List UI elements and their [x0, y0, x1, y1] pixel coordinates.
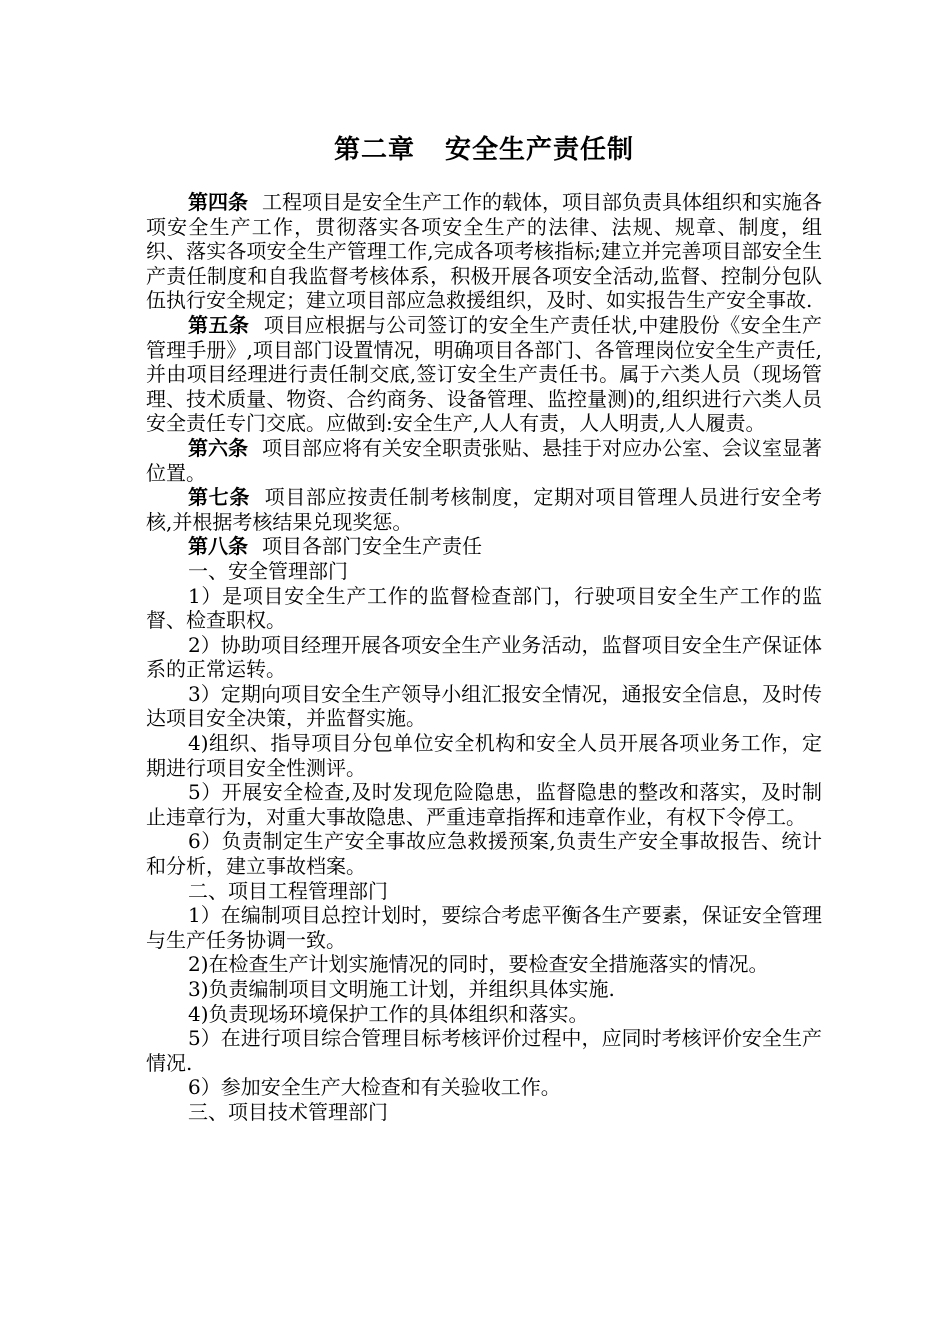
paragraph [146, 584, 822, 633]
paragraph-text: 项目部应将有关安全职责张贴、悬挂于对应办公室、会议室显著位置。 [146, 435, 822, 485]
article-label: 第四条 [188, 190, 248, 214]
paragraph [146, 1002, 822, 1027]
article-label: 第六条 [188, 435, 248, 460]
paragraph [146, 1075, 822, 1100]
paragraph [146, 559, 822, 584]
paragraph [146, 313, 822, 436]
paragraph [146, 436, 822, 485]
article-label: 第五条 [188, 312, 250, 337]
paragraph [146, 682, 822, 731]
article-label: 第八条 [188, 534, 248, 559]
paragraph-text: 二、项目工程管理部门 [188, 878, 388, 903]
paragraph-text: 5）在进行项目综合管理目标考核评价过程中，应同时考核评价安全生产情况. [146, 1026, 822, 1075]
paragraph [146, 780, 822, 829]
paragraph-text: 3)负责编制项目文明施工计划，并组织具体实施. [188, 977, 615, 1001]
paragraph-text: 2)在检查生产计划实施情况的同时，要检查安全措施落实的情况。 [188, 952, 769, 977]
paragraph-text: 3）定期向项目安全生产领导小组汇报安全情况，通报安全信息，及时传达项目安全决策，并监督实施。 [146, 681, 822, 731]
chapter-title [146, 128, 822, 172]
paragraph [146, 534, 822, 559]
paragraph-text: 项目部应按责任制考核制度，定期对项目管理人员进行安全考核,并根据考核结果兑现奖惩。 [146, 485, 822, 534]
paragraph-text: 项目各部门安全生产责任 [262, 534, 482, 559]
paragraph [146, 485, 822, 534]
chapter-number: 第二章 [333, 135, 415, 165]
paragraph [146, 1026, 822, 1075]
paragraph [146, 731, 822, 780]
paragraph-text: 4)负责现场环境保护工作的具体组织和落实。 [188, 1001, 589, 1026]
paragraph-text: 三、项目技术管理部门 [188, 1099, 388, 1124]
paragraph-text: 1）在编制项目总控计划时，要综合考虑平衡各生产要素，保证安全管理与生产任务协调一致。 [146, 903, 822, 952]
paragraph-text: 5）开展安全检查,及时发现危险隐患，监督隐患的整改和落实，及时制止违章行为，对重大事故隐患、严重违章指挥和违章作业，有权下令停工。 [146, 780, 822, 829]
paragraph-text: 6）负责制定生产安全事故应急救援预案,负责生产安全事故报告、统计和分析，建立事故档案。 [146, 829, 822, 879]
paragraph-text: 4)组织、指导项目分包单位安全机构和安全人员开展各项业务工作，定期进行项目安全性测评。 [146, 731, 822, 780]
paragraph [146, 1100, 822, 1125]
paragraph-text: 工程项目是安全生产工作的载体，项目部负责具体组织和实施各项安全生产工作，贯彻落实各项安全生产的法律、法规、规章、制度，组织、落实各项安全生产管理工作,完成各项考核指标;建立并完善项目部安全生产责任制度和自我监督考核体系，积极开展各项安全活动,监督、控制分包队伍执行安全规定；建立项目部应急救援组织，及时、如实报告生产安全事故. [146, 190, 822, 313]
chapter-name: 安全生产责任制 [445, 135, 635, 165]
paragraph-text: 6）参加安全生产大检查和有关验收工作。 [188, 1075, 561, 1100]
paragraph [146, 633, 822, 682]
paragraph-text: 一、安全管理部门 [188, 558, 348, 583]
paragraph [146, 829, 822, 878]
paragraph-text: 1）是项目安全生产工作的监督检查部门，行驶项目安全生产工作的监督、检查职权。 [146, 583, 822, 633]
document-body [146, 190, 822, 1125]
paragraph-text: 2）协助项目经理开展各项安全生产业务活动，监督项目安全生产保证体系的正常运转。 [146, 632, 822, 682]
paragraph-text: 项目应根据与公司签订的安全生产责任状,中建股份《安全生产管理手册》,项目部门设置情况，明确项目各部门、各管理岗位安全生产责任,并由项目经理进行责任制交底,签订安全生产责任书。属于六类人员（现场管理、技术质量、物资、合约商务、设备管理、监控量测)的,组织进行六类人员安全责任专门交底。应做到:安全生产,人人有责，人人明责,人人履责。 [146, 312, 823, 436]
paragraph [146, 903, 822, 952]
paragraph [146, 879, 822, 904]
paragraph [146, 952, 822, 977]
paragraph [146, 190, 822, 313]
document-page [146, 128, 822, 1125]
article-label: 第七条 [188, 485, 250, 510]
paragraph [146, 977, 822, 1002]
